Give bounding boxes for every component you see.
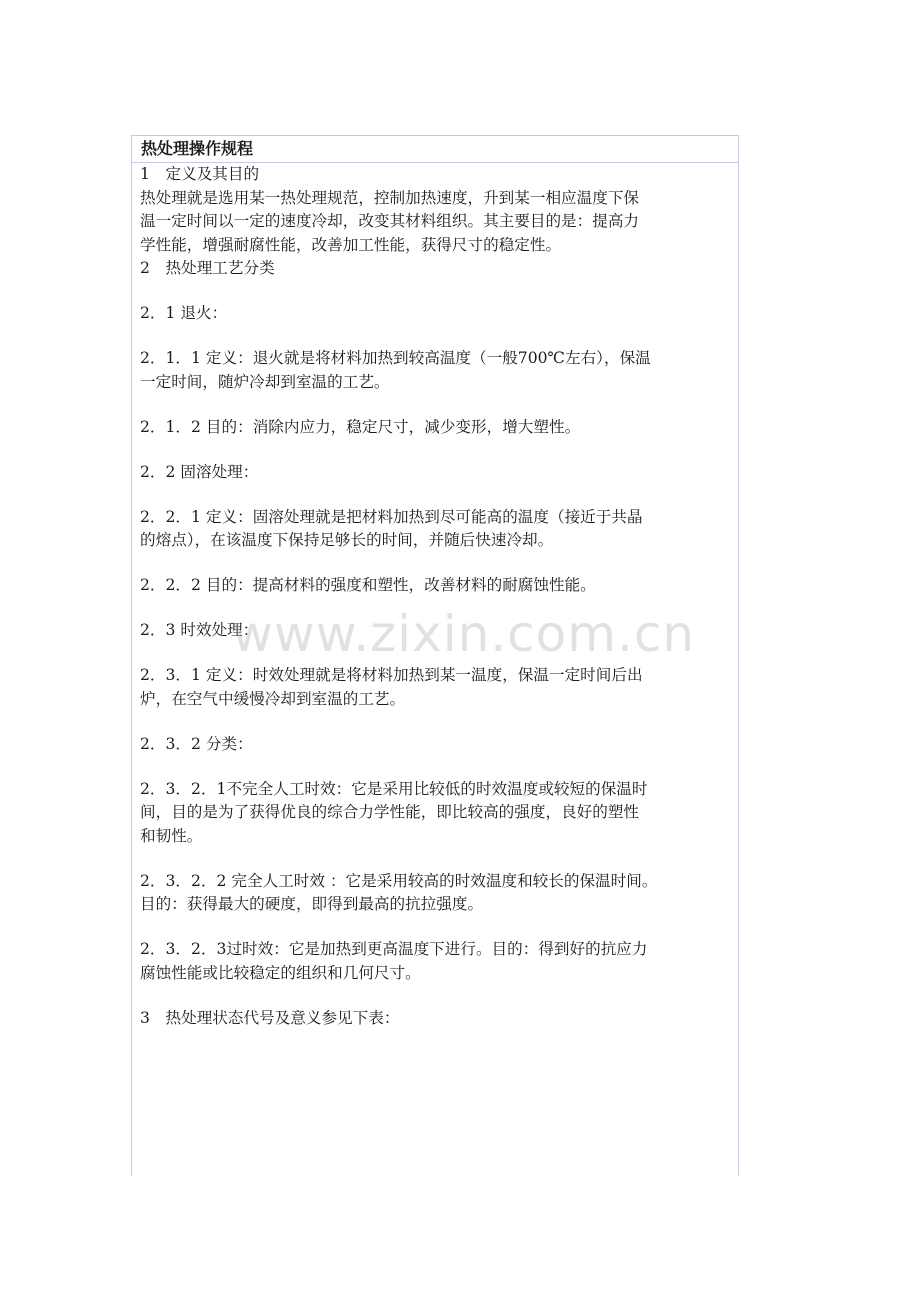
blank-line (140, 484, 738, 506)
blank-line (140, 643, 738, 665)
text-line: 2．2．2 目的：提高材料的强度和塑性，改善材料的耐腐蚀性能。 (140, 576, 596, 594)
blank-line (140, 281, 738, 303)
document-body (140, 163, 738, 1030)
text-line: 2．2 固溶处理： (140, 462, 259, 481)
blank-line (140, 848, 738, 870)
blank-line (140, 394, 738, 416)
text-line: 温一定时间以一定的速度冷却，改变其材料组织。其主要目的是：提高力 (140, 212, 640, 230)
text-line: 炉，在空气中缓慢冷却到室温的工艺。 (140, 689, 406, 708)
text-line: 2．3．1 定义：时效处理就是将材料加热到某一温度，保温一定时间后出 (140, 666, 643, 684)
blank-line (140, 756, 738, 778)
document-frame (131, 135, 739, 1176)
blank-line (140, 553, 738, 575)
text-line: 2．3．2．2 完全人工时效 ：它是采用较高的时效温度和较长的保温时间。 (140, 871, 658, 890)
text-line: 2．3．2．3过时效：它是加热到更高温度下进行。目的：得到好的抗应力 (140, 940, 648, 958)
text-line: 3 热处理状态代号及意义参见下表： (140, 1008, 400, 1027)
text-line: 的熔点），在该温度下保持足够长的时间，并随后快速冷却。 (140, 531, 554, 549)
blank-line (140, 439, 738, 461)
text-line: 2．2．1 定义：固溶处理就是把材料加热到尽可能高的温度（接近于共晶 (140, 507, 643, 526)
text-line: 2．3．2 分类： (140, 734, 253, 753)
text-line: 2 热处理工艺分类 (140, 259, 275, 277)
text-line: 2．1．2 目的：消除内应力，稳定尺寸，减少变形，增大塑性。 (140, 417, 581, 436)
text-line: 间，目的是为了获得优良的综合力学性能，即比较高的强度，良好的塑性 (140, 803, 640, 821)
blank-line (140, 326, 738, 348)
text-line: 热处理就是选用某一热处理规范，控制加热速度，升到某一相应温度下保 (140, 188, 640, 207)
text-line: 2．1 退火： (140, 304, 228, 322)
blank-line (140, 598, 738, 620)
text-line: 2．3 时效处理： (140, 621, 259, 639)
title-row (132, 136, 738, 163)
text-line: 2．1．1 定义：退火就是将材料加热到较高温度（一般700℃左右），保温 (140, 349, 651, 367)
text-line: 腐蚀性能或比较稳定的组织和几何尺寸。 (140, 963, 421, 982)
text-line: 目的：获得最大的硬度，即得到最高的抗拉强度。 (140, 895, 484, 913)
text-line: 2．3．2．1不完全人工时效：它是采用比较低的时效温度或较短的保温时 (140, 779, 648, 798)
watermark: www.zixin.com.cn (232, 605, 696, 663)
blank-line (140, 917, 738, 939)
document-title: 热处理操作规程 (141, 139, 254, 158)
text-line: 一定时间，随炉冷却到室温的工艺。 (140, 372, 390, 391)
text-line: 和韧性。 (140, 826, 203, 845)
text-line: 1 定义及其目的 (140, 165, 260, 183)
blank-line (140, 985, 738, 1007)
text-line: 学性能，增强耐腐性能，改善加工性能，获得尺寸的稳定性。 (140, 235, 562, 254)
blank-line (140, 711, 738, 733)
